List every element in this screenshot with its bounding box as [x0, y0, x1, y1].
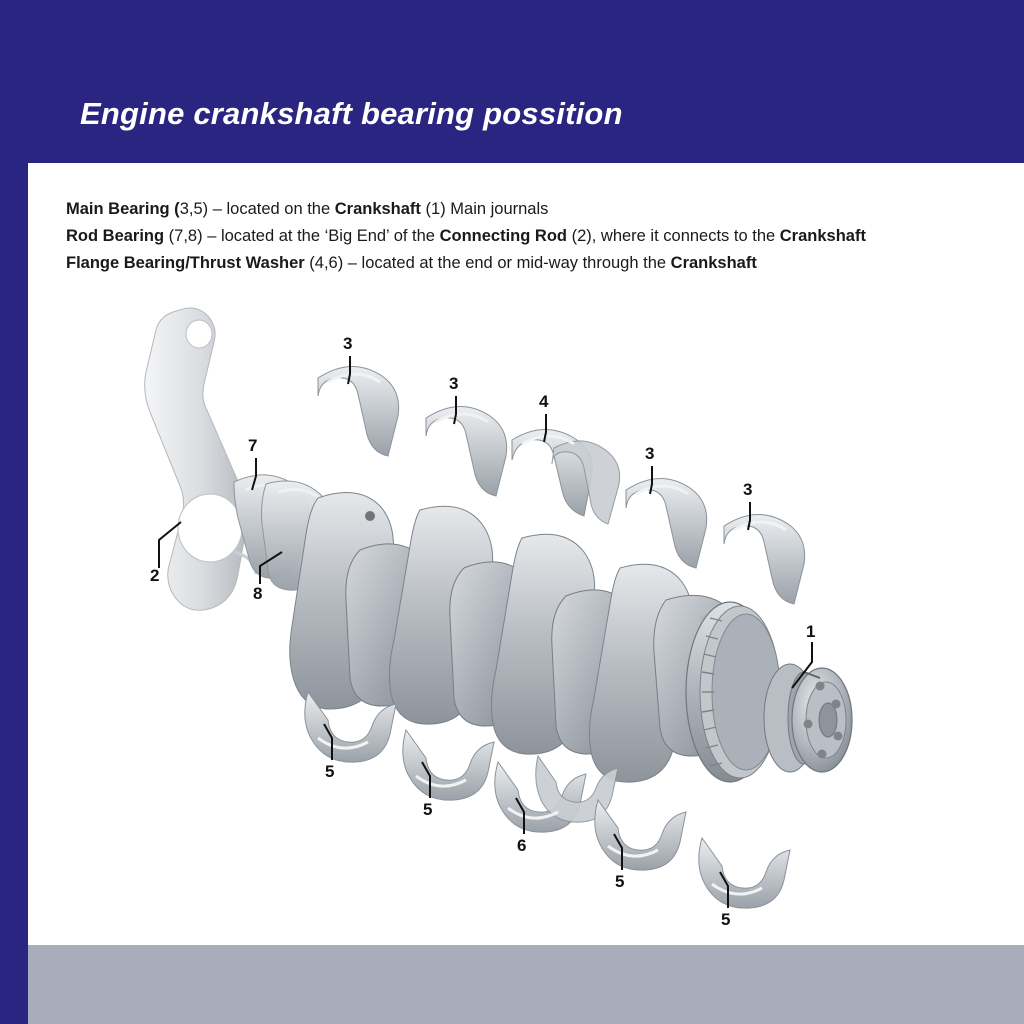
crankshaft-diagram [60, 300, 970, 940]
callout-1: 1 [806, 622, 816, 641]
part-connecting-rod [145, 308, 265, 610]
bearing-shell-3a [318, 366, 399, 456]
caption-main-bearing: Main Bearing (3,5) – located on the Crankshaft (1) Main journals [66, 200, 549, 218]
caption-flange-bearing: Flange Bearing/Thrust Washer (4,6) – located at the end or mid-way through the Crankshaft [66, 254, 757, 272]
bearing-shell-3d [724, 514, 805, 604]
bottom-band-left-accent [0, 945, 28, 1024]
bottom-band [0, 945, 1024, 1024]
callout-5d: 5 [721, 910, 731, 929]
callout-5b: 5 [423, 800, 433, 819]
callout-5a: 5 [325, 762, 335, 781]
page-title: Engine crankshaft bearing possition [80, 96, 623, 131]
bearing-shell-5b [403, 730, 494, 800]
callout-6: 6 [517, 836, 527, 855]
callout-3a: 3 [343, 334, 353, 353]
callout-3c: 3 [645, 444, 655, 463]
callout-8: 8 [253, 584, 263, 603]
callout-7: 7 [248, 436, 258, 455]
callout-5c: 5 [615, 872, 625, 891]
left-accent-band [0, 0, 28, 1024]
caption-block [66, 196, 996, 277]
crankshaft-flange-hub [764, 664, 852, 772]
callout-4: 4 [539, 392, 549, 411]
callout-3d: 3 [743, 480, 753, 499]
thrust-washer-4 [512, 429, 620, 524]
callout-2: 2 [150, 566, 160, 585]
caption-rod-bearing: Rod Bearing (7,8) – located at the ‘Big End’ of the Connecting Rod (2), where it connects to the Crankshaft [66, 227, 866, 245]
bearing-shell-5c [595, 800, 686, 870]
flywheel-ring-gear [686, 602, 780, 782]
bearing-shell-5d [699, 838, 790, 908]
header-band [0, 0, 1024, 163]
leader-4 [544, 414, 546, 442]
bearing-shell-3b [426, 406, 507, 496]
callout-3b: 3 [449, 374, 459, 393]
bearing-shell-3c [626, 478, 707, 568]
crankshaft-diagram-svg [60, 300, 970, 940]
